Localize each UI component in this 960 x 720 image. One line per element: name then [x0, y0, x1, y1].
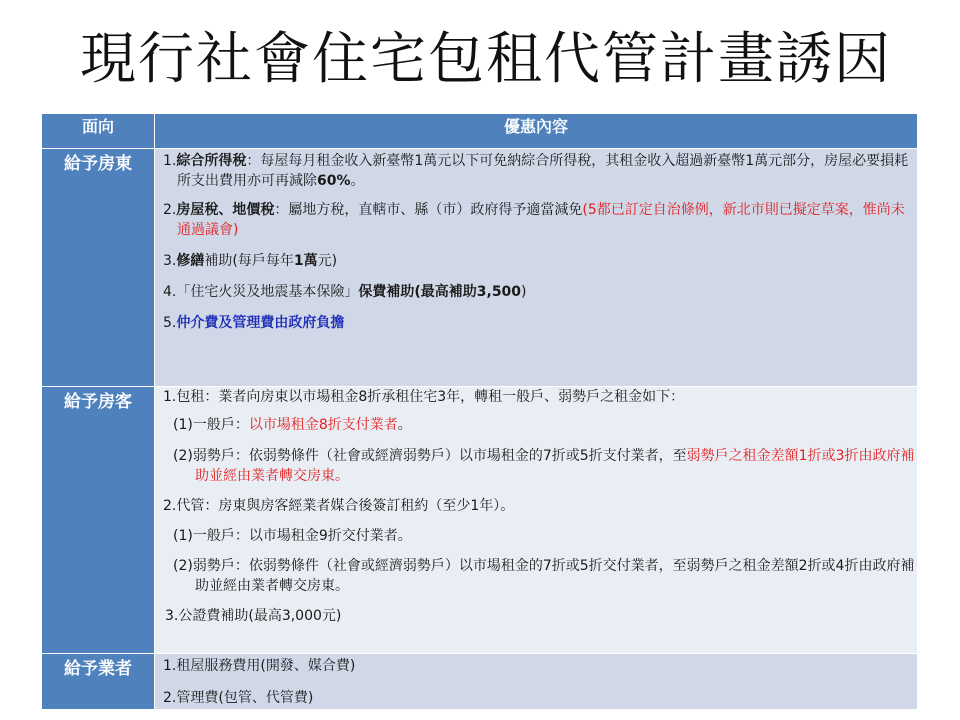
aspect-cell: 給予房客 [42, 387, 155, 654]
content-cell [155, 149, 918, 387]
incentive-table [41, 113, 918, 710]
table-header-row [42, 114, 918, 149]
list-item: 3.修繕補助(每戶每年1萬元) [163, 253, 338, 269]
list-item: 3.公證費補助(最高3,000元) [165, 608, 342, 624]
list-item: 1.綜合所得稅：每屋每月租金收入新臺幣1萬元以下可免納綜合所得稅，其租金收入超過新臺幣1萬元部分，房屋必要損耗所支出費用亦可再減除60%。 [163, 153, 909, 189]
list-item: 2.房屋稅、地價稅：屬地方稅，直轄市、縣（市）政府得予適當減免(5都已訂定自治條例，新北市則已擬定草案，惟尚未通過議會) [163, 202, 905, 238]
list-item: (2)弱勢戶：依弱勢條件（社會或經濟弱勢戶）以市場租金的7折或5折支付業者，至弱勢戶之租金差額1折或3折由政府補助並經由業者轉交房東。 [173, 448, 915, 484]
aspect-cell: 給予房東 [42, 149, 155, 387]
list-item: 1.包租：業者向房東以市場租金8折承租住宅3年，轉租一般戶、弱勢戶之租金如下： [163, 389, 685, 405]
aspect-cell: 給予業者 [42, 654, 155, 710]
list-item: 5.仲介費及管理費由政府負擔 [163, 315, 345, 331]
content-cell [155, 387, 918, 654]
list-item: (2)弱勢戶：依弱勢條件（社會或經濟弱勢戶）以市場租金的7折或5折交付業者，至弱勢戶之租金差額2折或4折由政府補助並經由業者轉交房東。 [173, 558, 915, 594]
table-row-tenant [42, 387, 918, 654]
header-aspect: 面向 [42, 114, 155, 149]
list-item: (1)一般戶：以市場租金9折交付業者。 [173, 528, 412, 544]
slide-title: 現行社會住宅包租代管計畫誘因 [80, 27, 892, 92]
list-item: 4.「住宅火災及地震基本保險」保費補助(最高補助3,500) [163, 284, 527, 300]
table-row-operator [42, 654, 918, 710]
table-row-landlord [42, 149, 918, 387]
list-item: 2.代管：房東與房客經業者媒合後簽訂租約（至少1年）。 [163, 498, 515, 514]
content-cell [155, 654, 918, 710]
header-content: 優惠內容 [155, 114, 918, 149]
list-item: (1)一般戶：以市場租金8折支付業者。 [173, 417, 412, 433]
list-item: 2.管理費(包管、代管費) [163, 690, 314, 706]
list-item: 1.租屋服務費用(開發、媒合費) [163, 658, 356, 674]
